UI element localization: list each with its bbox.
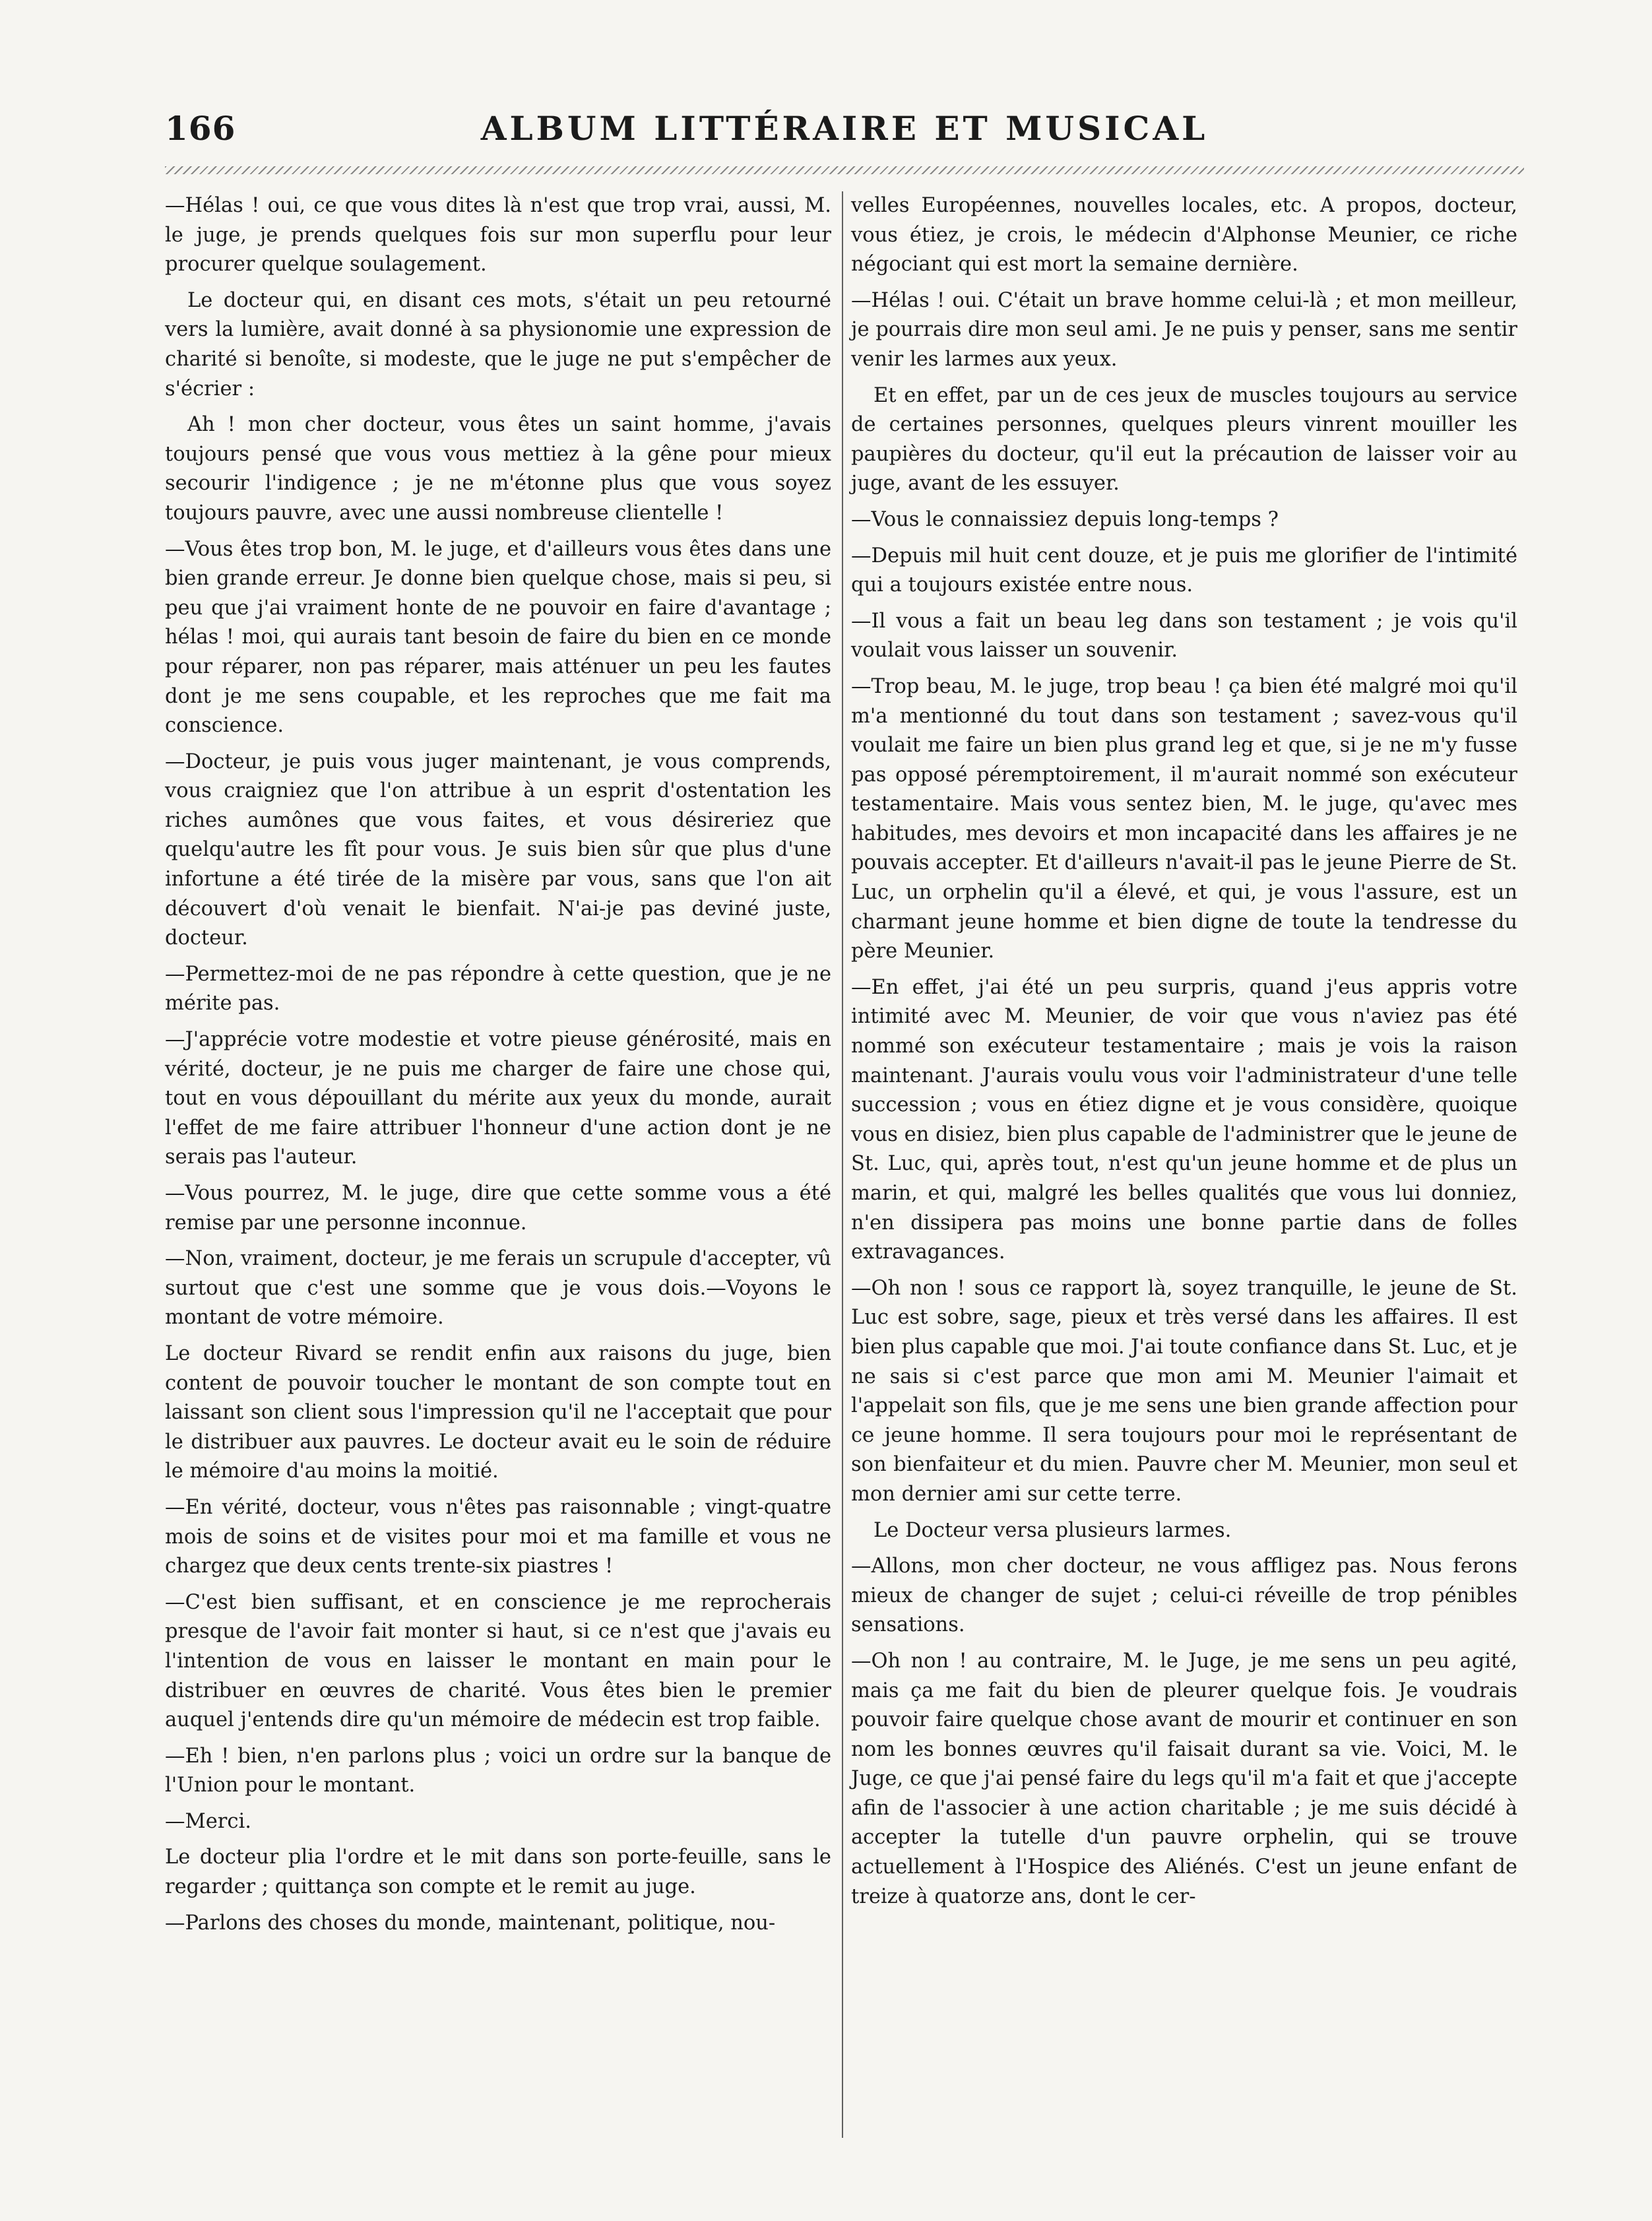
paragraph: —Oh non ! sous ce rapport là, soyez tranquille, le jeune de St. Luc est sobre, sage, pieux et très versé dans les affaires. Il est bien plus capable que moi. J'ai toute confiance dans St. Luc, et je ne sais si c'est parce que mon ami M. Meunier l'aimait et l'appelait son fils, que je me sens une bien grande affection pour ce jeune homme. Il sera toujours pour moi le représentant de son bienfaiteur et du mien. Pauvre cher M. Meunier, mon seul et mon dernier ami sur cette terre. — [851, 1276, 1517, 1506]
paragraph: —C'est bien suffisant, et en conscience je me reprocherais presque de l'avoir fait monter si haut, si ce n'est que j'avais eu l'intention de vous en laisser le montant en main pour le distribuer en œuvres de charité. Vous êtes bien le premier auquel j'entends dire qu'un mémoire de médecin est trop faible. — [165, 1590, 831, 1732]
paragraph: Ah ! mon cher docteur, vous êtes un saint homme, j'avais toujours pensé que vous vous mettiez à la gêne pour mieux secourir l'indigence ; je ne m'étonne plus que vous soyez toujours pauvre, avec une aussi nombreuse clientelle ! — [165, 413, 831, 525]
paragraph: —Trop beau, M. le juge, trop beau ! ça bien été malgré moi qu'il m'a mentionné du tout dans son testament ; savez-vous qu'il voulait me faire un bien plus grand leg et que, si je ne m'y fusse pas opposé péremptoirement, il m'aurait nommé son exécuteur testamentaire. Mais vous sentez bien, M. le juge, qu'avec mes habitudes, mes devoirs et mon incapacité dans les affaires je ne pouvais accepter. Et d'ailleurs n'avait-il pas le jeune Pierre de St. Luc, un orphelin qu'il a élevé, et qui, je vous l'assure, est un charmant jeune homme et bien digne de toute la tendresse du père Meunier. — [851, 674, 1517, 963]
paragraph: —Non, vraiment, docteur, je me ferais un scrupule d'accepter, vû surtout que c'est une somme que je vous dois.—Voyons le montant de votre mémoire. — [165, 1247, 831, 1330]
paragraph: —Vous le connaissiez depuis long-temps ? — [851, 507, 1279, 531]
paragraph: —Oh non ! au contraire, M. le Juge, je me sens un peu agité, mais ça me fait du bien de pleurer quelque fois. Je voudrais pouvoir faire quelque chose avant de mourir et continuer en son nom les bonnes œuvres qu'il faisait durant sa vie. Voici, M. le Juge, ce que j'ai pensé faire du legs qu'il m'a fait et que j'accepte afin de l'associer à une action charitable ; je me suis décidé à accepter la tutelle d'un pauvre orphelin, qui se trouve actuellement à l'Hospice des Aliénés. C'est un jeune enfant de treize à quatorze ans, dont le cer- — [851, 1649, 1517, 1908]
paragraph: —Permettez-moi de ne pas répondre à cette question, que je ne mérite pas. — [165, 962, 831, 1015]
paragraph: —Il vous a fait un beau leg dans son testament ; je vois qu'il voulait vous laisser un souvenir. — [851, 609, 1517, 662]
paragraph: Le docteur qui, en disant ces mots, s'était un peu retourné vers la lumière, avait donné à sa physionomie une expression de charité si benoîte, si modeste, que le juge ne put s'empêcher de s'écrier : — [165, 288, 831, 401]
paragraph: Et en effet, par un de ces jeux de muscles toujours au service de certaines personnes, quelques pleurs vinrent mouiller les paupières du docteur, qu'il eut la précaution de laisser voir au juge, avant de les essuyer. — [851, 383, 1517, 496]
column-divider — [842, 191, 843, 2138]
paragraph: —Eh ! bien, n'en parlons plus ; voici un ordre sur la banque de l'Union pour le montant. — [165, 1744, 831, 1797]
paragraph: —Docteur, je puis vous juger maintenant, je vous comprends, vous craigniez que l'on attribue à un esprit d'ostentation les riches aumônes que vous faites, et vous désireriez que quelqu'autre les fît pour vous. Je suis bien sûr que plus d'une infortune a été tirée de la misère par vous, sans que l'on ait découvert d'où venait le bienfait. N'ai-je pas deviné juste, docteur. — [165, 750, 831, 950]
paragraph: —J'apprécie votre modestie et votre pieuse générosité, mais en vérité, docteur, je ne puis me charger de faire une chose qui, tout en vous dépouillant du mérite aux yeux du monde, aurait l'effet de me faire attribuer l'honneur d'une action dont je ne serais pas l'auteur. — [165, 1028, 831, 1169]
page-number: 166 — [165, 109, 236, 148]
page-header — [165, 109, 1524, 162]
running-title: ALBUM LITTÉRAIRE ET MUSICAL — [480, 109, 1209, 148]
paragraph: —Parlons des choses du monde, maintenant, politique, nou- — [165, 1911, 776, 1935]
paragraph: —Vous êtes trop bon, M. le juge, et d'ailleurs vous êtes dans une bien grande erreur. Je donne bien quelque chose, mais si peu, si peu que j'ai vraiment honte de ne pouvoir en faire d'avantage ; hélas ! moi, qui aurais tant besoin de faire du bien en ce monde pour réparer, non pas réparer, mais atténuer un peu les fautes dont je me sens coupable, et les reproches que me fait ma conscience. — [165, 537, 831, 738]
paragraph: Le docteur plia l'ordre et le mit dans son porte-feuille, sans le regarder ; quittança son compte et le remit au juge. — [165, 1846, 831, 1899]
paragraph: —En vérité, docteur, vous n'êtes pas raisonnable ; vingt-quatre mois de soins et de visites pour moi et ma famille et vous ne chargez que deux cents trente-six piastres ! — [165, 1495, 831, 1578]
paragraph: —En effet, j'ai été un peu surpris, quand j'eus appris votre intimité avec M. Meunier, de voir que vous n'aviez pas été nommé son exécuteur testamentaire ; mais je vois la raison maintenant. J'aurais voulu vous voir l'administrateur d'une telle succession ; vous en étiez digne et je vous considère, quoique vous en disiez, bien plus capable de l'administrer que le jeune de St. Luc, qui, après tout, n'est qu'un jeune homme et de plus un marin, et qui, malgré les belles qualités que vous lui donniez, n'en dissipera pas moins une bonne partie dans de folles extravagances. — [851, 975, 1517, 1264]
paragraph: Le Docteur versa plusieurs larmes. — [874, 1518, 1232, 1542]
paragraph: —Vous pourrez, M. le juge, dire que cette somme vous a été remise par une personne inconnue. — [165, 1182, 831, 1235]
paragraph: —Merci. — [165, 1809, 251, 1833]
paragraph: —Hélas ! oui. C'était un brave homme celui-là ; et mon meilleur, je pourrais dire mon seul ami. Je ne puis y penser, sans me sentir venir les larmes aux yeux. — [851, 288, 1517, 371]
paragraph: Le docteur Rivard se rendit enfin aux raisons du juge, bien content de pouvoir toucher le montant de son compte tout en laissant son client sous l'impression qu'il ne l'acceptait que pour le distribuer aux pauvres. Le docteur avait eu le soin de réduire le mémoire d'au moins la moitié. — [165, 1341, 831, 1483]
paragraph: velles Européennes, nouvelles locales, etc. A propos, docteur, vous étiez, je crois, le médecin d'Alphonse Meunier, ce riche négociant qui est mort la semaine dernière. — [851, 194, 1517, 276]
paragraph: —Allons, mon cher docteur, ne vous affligez pas. Nous ferons mieux de changer de sujet ; celui-ci réveille de trop pénibles sensations. — [851, 1555, 1517, 1637]
left-column — [165, 191, 831, 1945]
paragraph: —Hélas ! oui, ce que vous dites là n'est que trop vrai, aussi, M. le juge, je prends quelques fois sur mon superflu pour leur procurer quelque soulagement. — [165, 194, 831, 276]
header-rule — [165, 166, 1524, 174]
right-column — [851, 191, 1517, 1918]
paragraph: —Depuis mil huit cent douze, et je puis me glorifier de l'intimité qui a toujours existée entre nous. — [851, 544, 1517, 597]
